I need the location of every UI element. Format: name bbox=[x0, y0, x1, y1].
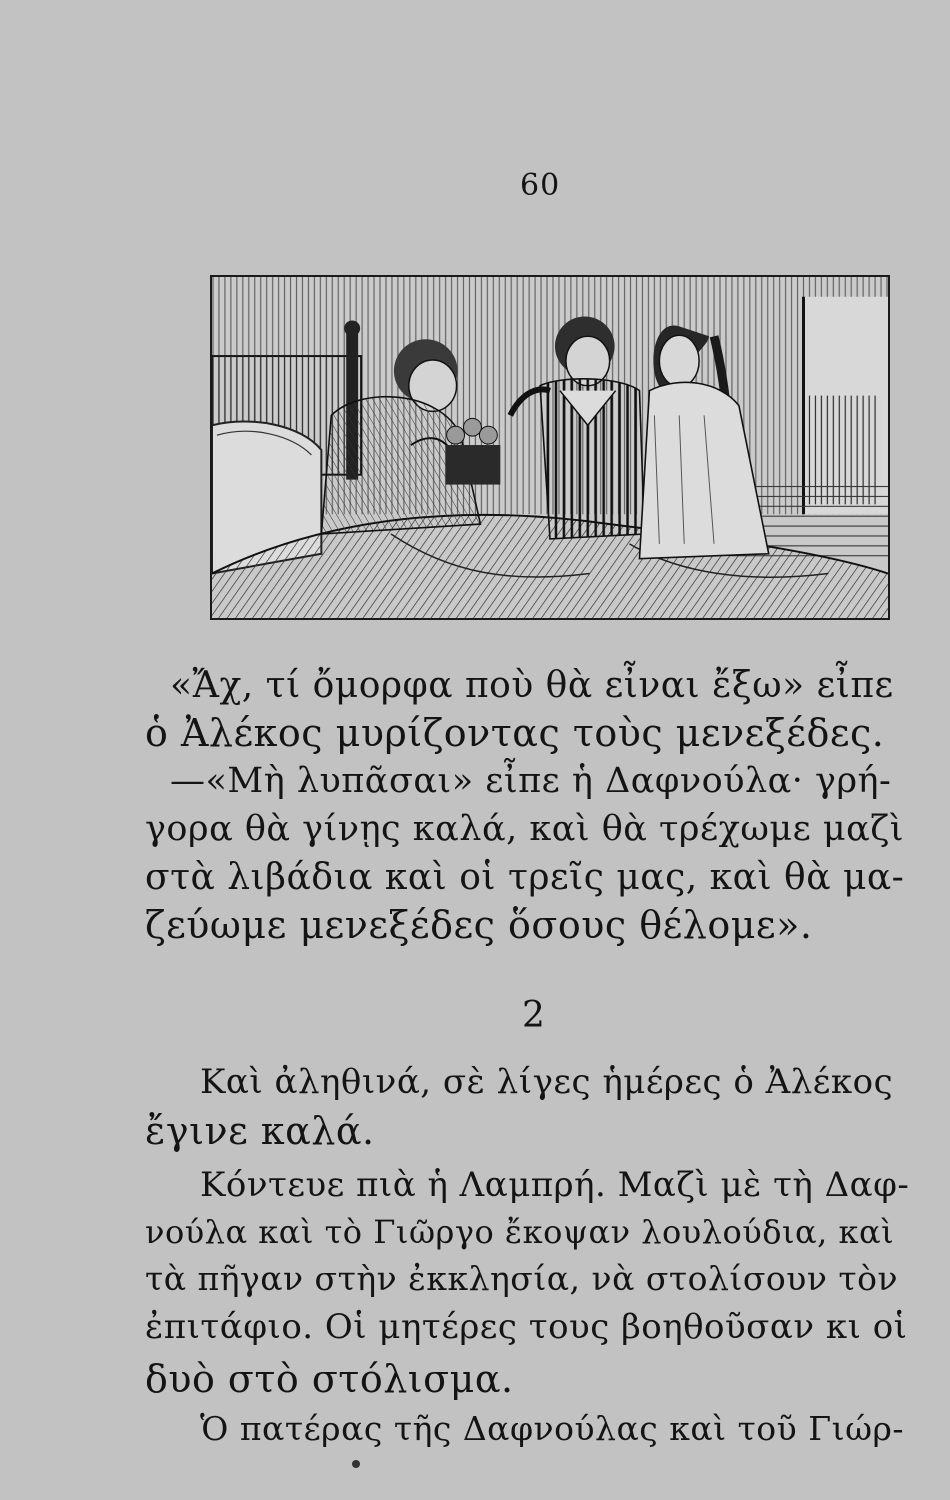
text-line-14: Ὁ πατέρας τῆς Δαφνούλας καὶ τοῦ Γιώρ- bbox=[200, 1409, 905, 1448]
section-number: 2 bbox=[522, 995, 545, 1036]
text-line-4: γορα θὰ γίνῃς καλά, καὶ θὰ τρέχωμε μαζὶ bbox=[145, 809, 904, 849]
text-line-2: ὁ Ἀλέκος μυρίζοντας τοὺς μενεξέδες. bbox=[145, 711, 885, 755]
illustration bbox=[210, 275, 890, 620]
text-line-11: τὰ πῆγαν στὴν ἐκκλησία, νὰ στολίσουν τὸν bbox=[145, 1259, 899, 1298]
text-line-9: Κόντευε πιὰ ἡ Λαμπρή. Μαζὶ μὲ τὴ Δαφ- bbox=[200, 1165, 910, 1205]
page-number: 60 bbox=[520, 168, 561, 203]
text-line-6: ζεύωμε μενεξέδες ὅσους θέλομε». bbox=[145, 903, 813, 947]
text-line-13: δυὸ στὸ στόλισμα. bbox=[145, 1357, 514, 1401]
text-line-8: ἔγινε καλά. bbox=[145, 1109, 375, 1153]
text-line-10: νούλα καὶ τὸ Γιῶργο ἔκοψαν λουλούδια, καὶ bbox=[145, 1213, 895, 1251]
text-line-7: Καὶ ἀληθινά, σὲ λίγες ἡμέρες ὁ Ἀλέκος bbox=[200, 1062, 894, 1102]
text-line-12: ἐπιτάφιο. Οἱ μητέρες τους βοηθοῦσαν κι οἱ bbox=[145, 1307, 908, 1347]
ornament-dot bbox=[352, 1460, 360, 1468]
engraving-icon bbox=[212, 277, 888, 618]
text-line-3: —«Μὴ λυπᾶσαι» εἶπε ἡ Δαφνούλα· γρή- bbox=[170, 761, 892, 801]
text-line-5: στὰ λιβάδια καὶ οἱ τρεῖς μας, καὶ θὰ μα- bbox=[145, 857, 905, 898]
text-line-1: «Ἄχ, τί ὄμορφα ποὺ θὰ εἶναι ἔξω» εἶπε bbox=[170, 665, 894, 706]
